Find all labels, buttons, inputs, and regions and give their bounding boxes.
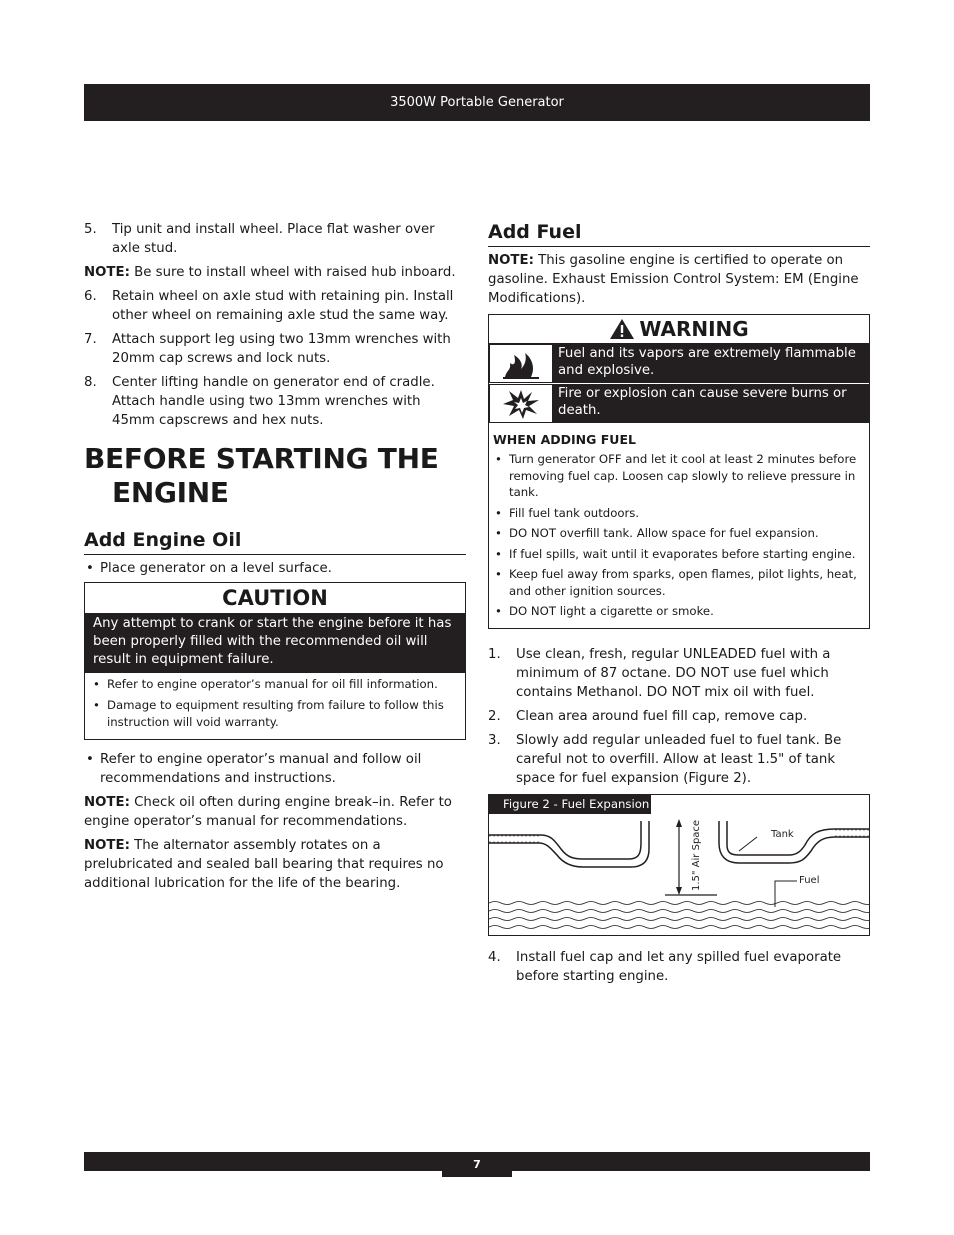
step-text: Attach support leg using two 13mm wrenches with 20mm cap screws and lock nuts.: [112, 332, 451, 366]
warning-row-explosion: [489, 384, 869, 424]
note-alternator: [84, 836, 466, 893]
list-item: • Keep fuel away from sparks, open flames, pilot lights, heat, and other ignition sources.: [495, 567, 857, 598]
right-column: [488, 220, 870, 991]
section-title-line2: ENGINE: [112, 476, 229, 509]
section-title: [84, 442, 466, 510]
warning-box: [488, 314, 870, 629]
caution-heading: CAUTION: [222, 586, 328, 610]
note-break-in: [84, 793, 466, 831]
step-text: Use clean, fresh, regular UNLEADED fuel with a minimum of 87 octane. DO NOT use fuel which contains Methanol. DO NOT mix oil with fuel.: [516, 646, 831, 700]
note-text: The alternator assembly rotates on a prelubricated and sealed ball bearing that requires no additional lubrication for the life of the bearing.: [84, 838, 444, 891]
list-item: • DO NOT light a cigarette or smoke.: [495, 604, 714, 618]
step-text: Slowly add regular unleaded fuel to fuel tank. Be careful not to overfill. Allow at least 1.5" of tank space for fuel expansion (Figure 2).: [516, 732, 842, 786]
step-text: Retain wheel on axle stud with retaining pin. Install other wheel on remaining axle stud the same way.: [112, 289, 454, 323]
warning-heading: WARNING: [489, 315, 869, 344]
step-text: Clean area around fuel fill cap, remove cap.: [516, 708, 808, 724]
air-space-label: 1.5" Air Space: [691, 819, 702, 891]
warning-text: Fire or explosion can cause severe burns or death.: [553, 384, 869, 423]
list-item: • Fill fuel tank outdoors.: [495, 505, 640, 520]
step-text: Install fuel cap and let any spilled fuel evaporate before starting engine.: [516, 949, 842, 984]
note-fuel: [488, 251, 870, 308]
header-bar: [84, 84, 870, 121]
step-number: 2.: [488, 708, 501, 724]
warning-triangle-icon: [609, 318, 635, 340]
document-title: 3500W Portable Generator: [390, 95, 564, 110]
fuel-label: Fuel: [799, 874, 820, 886]
step-5: [84, 220, 466, 258]
section-title-line1: BEFORE STARTING THE: [84, 442, 439, 475]
add-engine-oil-heading: Add Engine Oil: [84, 528, 466, 555]
warning-subheading: WHEN ADDING FUEL: [493, 432, 636, 447]
note-label: NOTE:: [84, 265, 130, 280]
list-item: • If fuel spills, wait until it evaporates before starting engine.: [495, 546, 856, 561]
step-number: 8.: [84, 375, 97, 390]
explosion-icon: [489, 384, 553, 423]
note-label: NOTE:: [84, 795, 130, 810]
fuel-step-1: [488, 645, 870, 702]
page-number: 7: [442, 1152, 512, 1177]
caution-body: Any attempt to crank or start the engine before it has been properly filled with the recommended oil will result in equipment failure.: [85, 613, 465, 673]
list-item: • Damage to equipment resulting from failure to follow this instruction will void warranty.: [93, 698, 444, 729]
warning-text: Fuel and its vapors are extremely flammable and explosive.: [553, 344, 869, 383]
fuel-step-4: [488, 948, 870, 986]
warning-row-flammable: [489, 344, 869, 384]
step-number: 3.: [488, 732, 501, 748]
tank-label: Tank: [771, 828, 794, 840]
figure-caption: Figure 2 - Fuel Expansion: [489, 795, 651, 814]
step-number: 7.: [84, 332, 97, 347]
step-6: [84, 287, 466, 325]
note-label: NOTE:: [488, 253, 534, 268]
note-label: NOTE:: [84, 838, 130, 853]
flame-icon: [489, 344, 553, 383]
step-number: 4.: [488, 949, 501, 965]
caution-list: [85, 673, 465, 739]
add-fuel-heading: Add Fuel: [488, 220, 870, 247]
note-text: Be sure to install wheel with raised hub inboard.: [129, 265, 456, 280]
step-number: 5.: [84, 222, 97, 237]
step-7: [84, 330, 466, 368]
list-item: • Refer to engine operator’s manual for oil fill information.: [93, 677, 438, 691]
oil-bullet: • Place generator on a level surface.: [86, 561, 332, 576]
list-item: • DO NOT overfill tank. Allow space for fuel expansion.: [495, 526, 819, 540]
caution-box: [84, 582, 466, 740]
fuel-step-2: [488, 707, 870, 726]
note-wheel: [84, 263, 466, 282]
list-item: • Turn generator OFF and let it cool at least 2 minutes before removing fuel cap. Loosen cap slowly to relieve pressure in tank.: [495, 452, 857, 499]
left-column: [84, 220, 466, 898]
figure-fuel-expansion: [488, 794, 870, 936]
fuel-surface: [489, 901, 869, 928]
warning-list: [489, 451, 869, 628]
step-number: 1.: [488, 646, 501, 662]
step-number: 6.: [84, 289, 97, 304]
note-text: Check oil often during engine break–in. Refer to engine operator’s manual for recommendations.: [84, 795, 452, 829]
oil-bullet-2: • Refer to engine operator’s manual and follow oil recommendations and instructions.: [86, 752, 422, 786]
step-text: Center lifting handle on generator end of cradle. Attach handle using two 13mm wrenches with 45mm capscrews and hex nuts.: [112, 375, 435, 428]
fuel-step-3: [488, 731, 870, 788]
note-text: This gasoline engine is certified to operate on gasoline. Exhaust Emission Control System: EM (Engine Modifications).: [488, 253, 859, 306]
step-8: [84, 373, 466, 430]
step-text: Tip unit and install wheel. Place flat washer over axle stud.: [112, 222, 435, 256]
fuel-expansion-diagram: [489, 815, 869, 933]
